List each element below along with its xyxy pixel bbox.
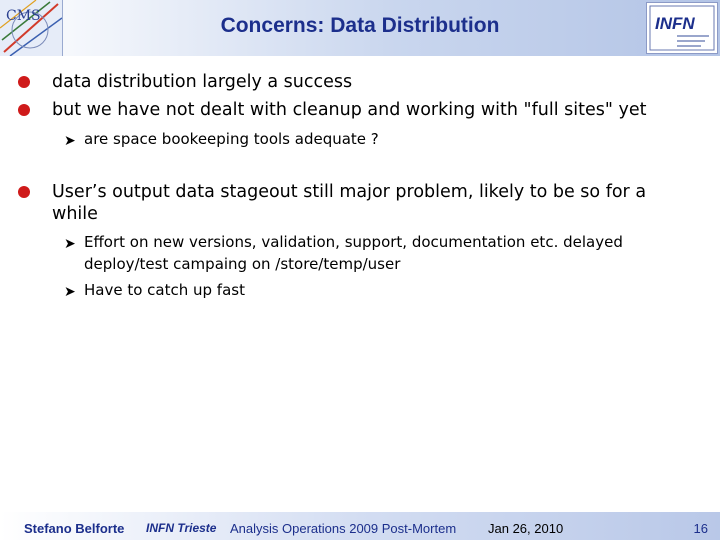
- bullet-3-text-line2: while: [52, 204, 98, 224]
- sub-bullet-3-2-text: Have to catch up fast: [84, 281, 245, 299]
- arrow-bullet-icon: ➤: [64, 133, 76, 149]
- bullet-1-text: data distribution largely a success: [52, 72, 353, 92]
- footer-event: Analysis Operations 2009 Post-Mortem: [230, 521, 457, 536]
- footer-institution: INFN Trieste: [146, 521, 217, 535]
- cms-logo-text: CMS: [6, 8, 41, 24]
- sub-bullet-2-1-text: are space bookeeping tools adequate ?: [84, 130, 379, 148]
- slide-footer: [0, 512, 720, 540]
- sub-bullet-3-1-text-line1: Effort on new versions, validation, support, documentation etc. delayed: [84, 233, 623, 251]
- bullet-dot-icon: [18, 104, 30, 116]
- sub-bullet-3-1-text-line2: deploy/test campaing on /store/temp/user: [84, 255, 401, 273]
- bullet-3-text-line1: User’s output data stageout still major problem, likely to be so for a: [52, 182, 647, 202]
- infn-logo-text: INFN: [655, 14, 695, 33]
- bullet-dot-icon: [18, 186, 30, 198]
- footer-date: Jan 26, 2010: [488, 521, 564, 536]
- page-number: 16: [693, 521, 708, 536]
- arrow-bullet-icon: ➤: [64, 284, 76, 300]
- bullet-dot-icon: [18, 76, 30, 88]
- footer-author: Stefano Belforte: [24, 521, 125, 536]
- slide-title: Concerns: Data Distribution: [220, 14, 500, 37]
- arrow-bullet-icon: ➤: [64, 236, 76, 252]
- bullet-2-text: but we have not dealt with cleanup and working with "full sites" yet: [52, 100, 647, 120]
